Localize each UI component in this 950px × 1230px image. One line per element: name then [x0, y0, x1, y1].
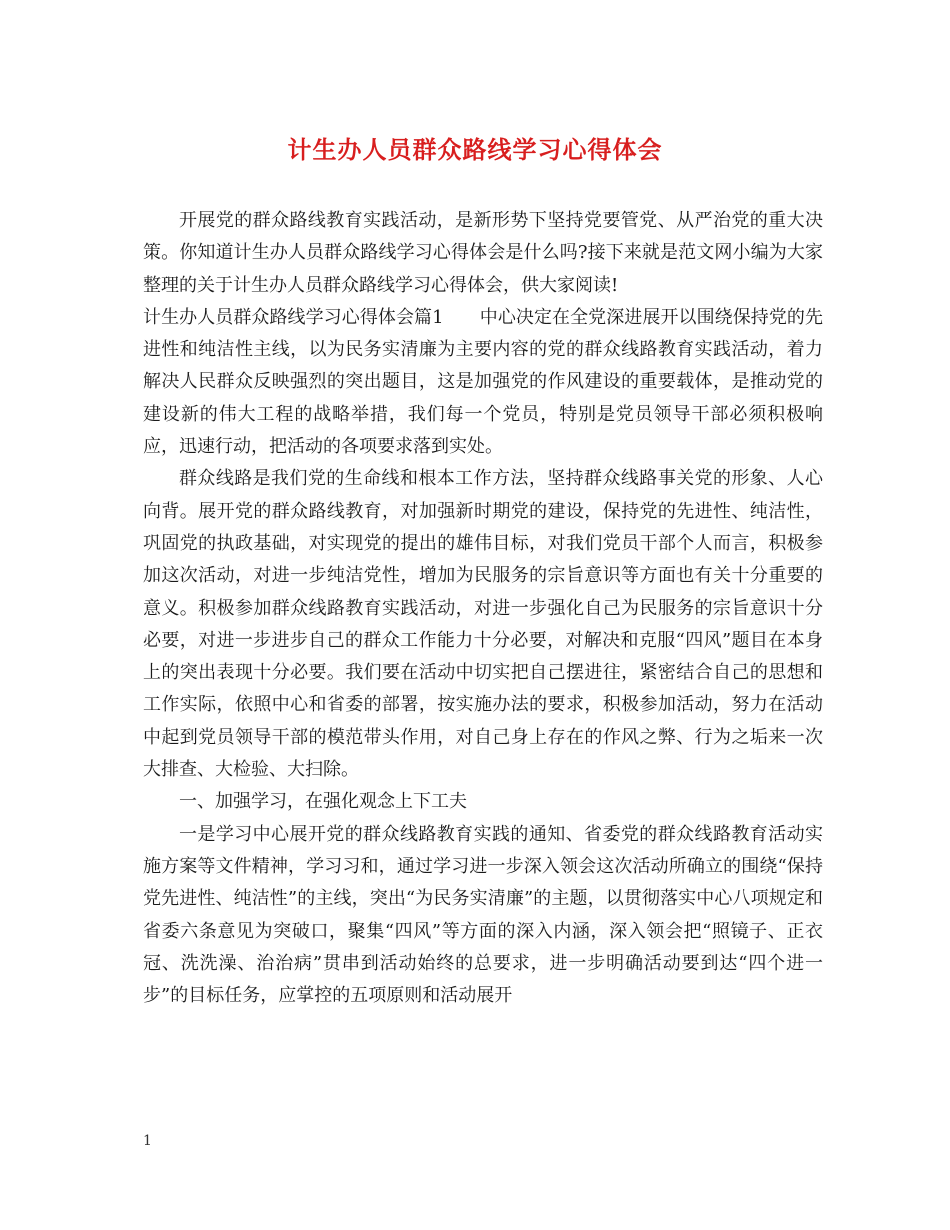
document-body — [143, 205, 823, 1012]
paragraph-section-1: 计生办人员群众路线学习心得体会篇1 中心决定在全党深进展开以围绕保持党的先进性和纯洁性主线，以为民务实清廉为主要内容的党的群众线路教育实践活动，着力解决人民群众反映强烈的突出题目，这是加强党的作风建设的重要载体，是推动党的建设新的伟大工程的战略举措，我们每一个党员，特别是党员领导干部必须积极响应，迅速行动，把活动的各项要求落到实处。 — [143, 306, 823, 458]
section-heading: 一、加强学习，在强化观念上下工夫 — [179, 791, 467, 813]
document-title: 计生办人员群众路线学习心得体会 — [287, 135, 663, 164]
paragraph-mass-line: 群众线路是我们党的生命线和根本工作方法，坚持群众线路事关党的形象、人心向背。展开党的群众路线教育，对加强新时期党的建设，保持党的先进性、纯洁性，巩固党的执政基础，对实现党的提出的雄伟目标，对我们党员干部个人而言，积极参加这次活动，对进一步纯洁党性，增加为民服务的宗旨意识等方面也有关十分重要的意义。积极参加群众线路教育实践活动，对进一步强化自己为民服务的宗旨意识十分必要，对进一步进步自己的群众工作能力十分必要，对解决和克服“四风”题目在本身上的突出表现十分必要。我们要在活动中切实把自己摆进往，紧密结合自己的思想和工作实际，依照中心和省委的部署，按实施办法的要求，积极参加活动，努力在活动中起到党员领导干部的模范带头作用，对自己身上存在的作风之弊、行为之垢来一次大排查、大检验、大扫除。 — [143, 468, 823, 781]
paragraph-intro: 开展党的群众路线教育实践活动，是新形势下坚持党要管党、从严治党的重大决策。你知道计生办人员群众路线学习心得体会是什么吗?接下来就是范文网小编为大家整理的关于计生办人员群众路线学习心得体会，供大家阅读! — [143, 210, 823, 296]
paragraph-study: 一是学习中心展开党的群众线路教育实践的通知、省委党的群众线路教育活动实施方案等文件精神，学习习和，通过学习进一步深入领会这次活动所确立的围绕“保持党先进性、纯洁性”的主线，突出“为民务实清廉”的主题，以贯彻落实中心八项规定和省委六条意见为突破口，聚集“四风”等方面的深入内涵，深入领会把“照镜子、正衣冠、洗洗澡、治治病”贯串到活动始终的总要求，进一步明确活动要到达“四个进一步”的目标任务，应掌控的五项原则和活动展开 — [143, 823, 823, 1007]
page-number: 1 — [143, 1133, 152, 1149]
